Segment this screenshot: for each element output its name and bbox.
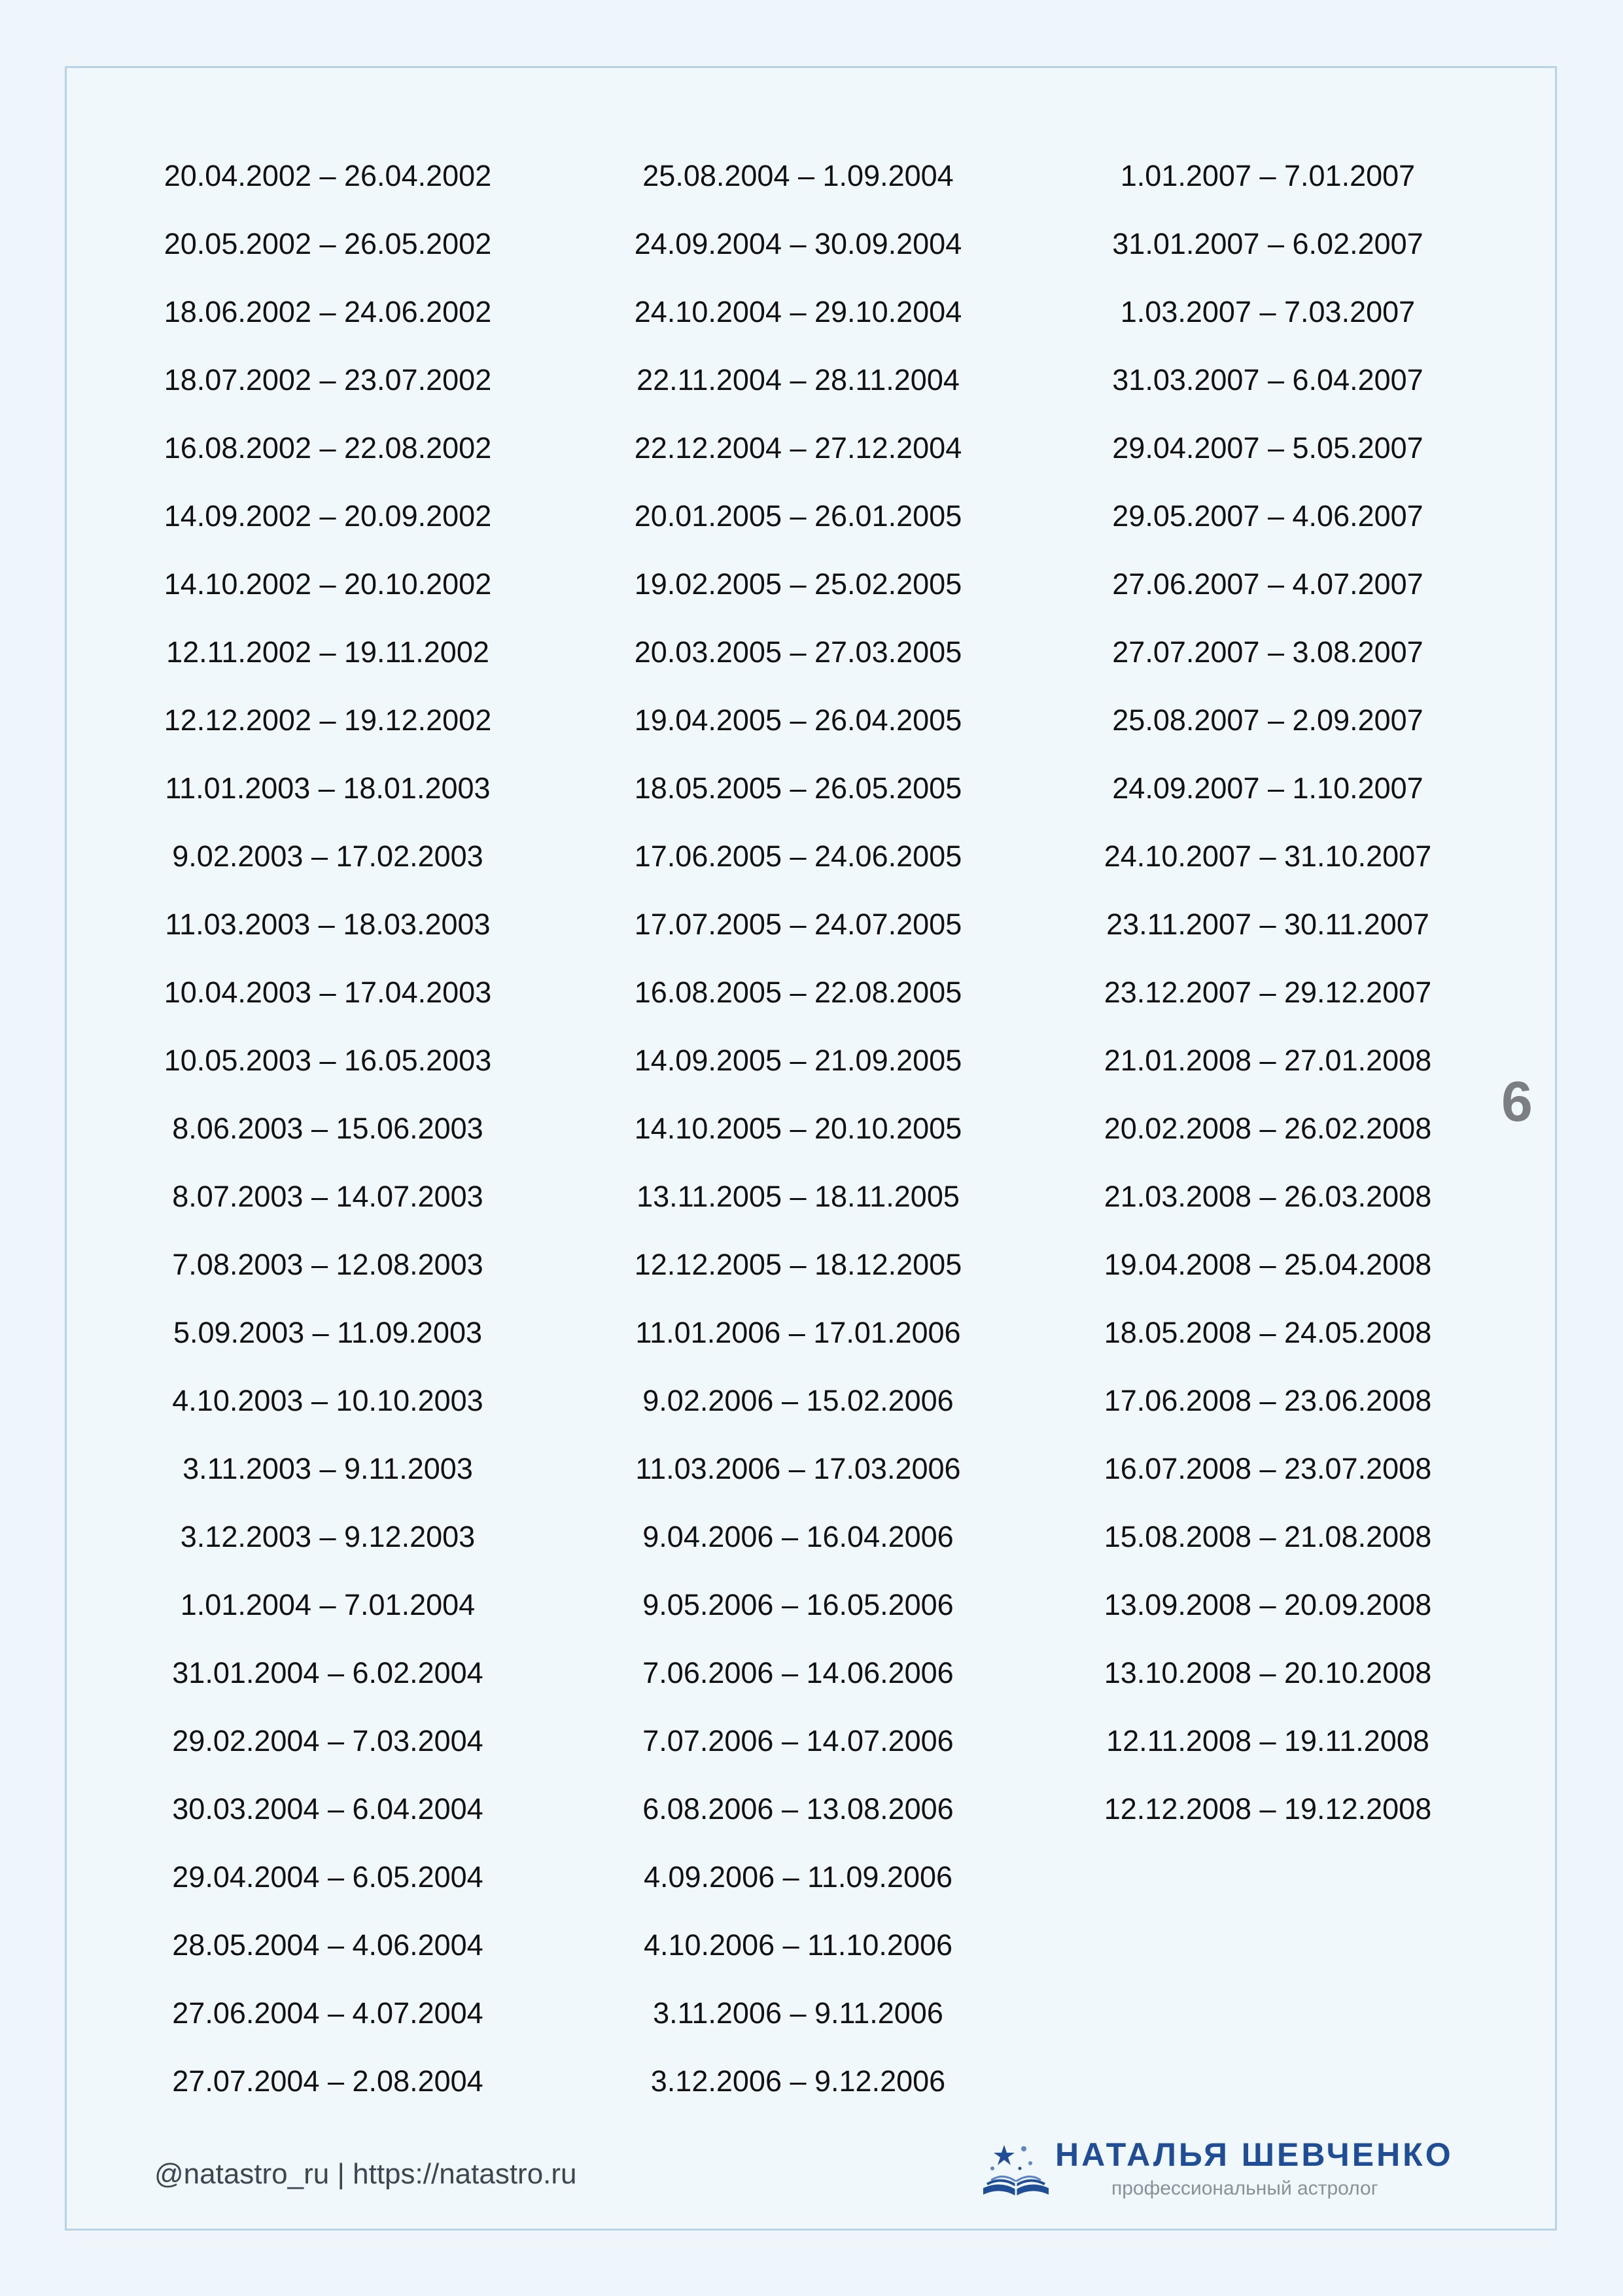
date-range-item: 21.01.2008 – 27.01.2008 — [1104, 1044, 1432, 1077]
date-range-item: 30.03.2004 – 6.04.2004 — [172, 1792, 483, 1826]
book-star-icon — [978, 2134, 1054, 2206]
date-range-item: 28.05.2004 – 4.06.2004 — [172, 1928, 483, 1962]
date-range-item: 14.09.2002 – 20.09.2002 — [164, 499, 492, 533]
date-range-item: 9.02.2003 – 17.02.2003 — [172, 839, 483, 873]
date-range-item: 3.11.2006 – 9.11.2006 — [653, 1996, 943, 2030]
logo-subtitle: профессиональный астролог — [1111, 2178, 1378, 2199]
date-range-item: 12.12.2002 – 19.12.2002 — [164, 703, 492, 737]
date-range-item: 27.07.2007 – 3.08.2007 — [1112, 635, 1423, 669]
date-range-item: 9.05.2006 – 16.05.2006 — [642, 1588, 954, 1621]
date-range-item: 11.01.2003 – 18.01.2003 — [165, 771, 491, 805]
date-range-item: 18.06.2002 – 24.06.2002 — [164, 295, 492, 328]
date-range-item: 7.07.2006 – 14.07.2006 — [642, 1724, 954, 1757]
date-range-item: 25.08.2004 – 1.09.2004 — [642, 159, 954, 192]
date-range-item: 31.03.2007 – 6.04.2007 — [1112, 363, 1423, 397]
date-range-item: 3.11.2003 – 9.11.2003 — [183, 1452, 473, 1485]
date-range-item: 1.03.2007 – 7.03.2007 — [1120, 295, 1416, 328]
page-number: 6 — [1501, 1070, 1533, 1133]
date-range-item: 25.08.2007 – 2.09.2007 — [1112, 703, 1423, 737]
date-range-item: 1.01.2007 – 7.01.2007 — [1120, 159, 1416, 192]
date-range-item: 8.07.2003 – 14.07.2003 — [172, 1180, 483, 1213]
date-range-item: 5.09.2003 – 11.09.2003 — [173, 1316, 483, 1349]
date-range-item: 20.02.2008 – 26.02.2008 — [1104, 1112, 1432, 1145]
date-range-item: 10.05.2003 – 16.05.2003 — [164, 1044, 492, 1077]
date-range-item: 27.06.2007 – 4.07.2007 — [1112, 567, 1423, 601]
date-range-item: 24.10.2007 – 31.10.2007 — [1104, 839, 1432, 873]
brand-logo — [978, 2134, 1475, 2206]
date-range-item: 19.04.2005 – 26.04.2005 — [634, 703, 962, 737]
date-range-item: 27.07.2004 – 2.08.2004 — [172, 2064, 483, 2098]
date-range-item: 24.09.2004 – 30.09.2004 — [634, 227, 962, 260]
date-range-item: 8.06.2003 – 15.06.2003 — [172, 1112, 483, 1145]
date-range-item: 16.07.2008 – 23.07.2008 — [1104, 1452, 1432, 1485]
date-range-item: 19.04.2008 – 25.04.2008 — [1104, 1248, 1432, 1281]
date-range-item: 1.01.2004 – 7.01.2004 — [180, 1588, 476, 1621]
date-range-item: 3.12.2003 – 9.12.2003 — [180, 1520, 476, 1553]
date-range-item: 23.11.2007 – 30.11.2007 — [1106, 908, 1429, 941]
date-range-item: 24.10.2004 – 29.10.2004 — [634, 295, 962, 328]
date-range-item: 9.02.2006 – 15.02.2006 — [642, 1384, 954, 1417]
dates-column-1 — [141, 142, 514, 2115]
date-range-item: 18.05.2005 – 26.05.2005 — [634, 771, 962, 805]
date-range-item: 18.07.2002 – 23.07.2002 — [164, 363, 492, 397]
date-range-item: 10.04.2003 – 17.04.2003 — [164, 976, 492, 1009]
date-range-item: 20.03.2005 – 27.03.2005 — [634, 635, 962, 669]
date-range-item: 13.09.2008 – 20.09.2008 — [1104, 1588, 1432, 1621]
date-range-item: 11.03.2006 – 17.03.2006 — [635, 1452, 961, 1485]
logo-name: НАТАЛЬЯ ШЕВЧЕНКО — [1055, 2136, 1454, 2173]
date-range-item: 31.01.2004 – 6.02.2004 — [172, 1656, 483, 1689]
date-range-item: 16.08.2002 – 22.08.2002 — [164, 431, 492, 465]
date-range-item: 19.02.2005 – 25.02.2005 — [634, 567, 962, 601]
date-range-item: 12.11.2002 – 19.11.2002 — [166, 635, 489, 669]
date-range-item: 12.12.2008 – 19.12.2008 — [1104, 1792, 1432, 1826]
date-range-item: 20.04.2002 – 26.04.2002 — [164, 159, 492, 192]
date-range-item: 23.12.2007 – 29.12.2007 — [1104, 976, 1432, 1009]
date-range-item: 12.12.2005 – 18.12.2005 — [634, 1248, 962, 1281]
date-range-item: 24.09.2007 – 1.10.2007 — [1112, 771, 1423, 805]
date-range-item: 4.09.2006 – 11.09.2006 — [643, 1860, 953, 1894]
date-range-item: 12.11.2008 – 19.11.2008 — [1106, 1724, 1429, 1757]
date-range-item: 29.04.2007 – 5.05.2007 — [1112, 431, 1423, 465]
footer-contacts: @natastro_ru | https://natastro.ru — [154, 2158, 577, 2190]
date-range-item: 21.03.2008 – 26.03.2008 — [1104, 1180, 1432, 1213]
date-range-item: 18.05.2008 – 24.05.2008 — [1104, 1316, 1432, 1349]
date-range-item: 14.10.2002 – 20.10.2002 — [164, 567, 492, 601]
date-range-item: 9.04.2006 – 16.04.2006 — [642, 1520, 954, 1553]
date-range-item: 14.09.2005 – 21.09.2005 — [634, 1044, 962, 1077]
date-range-item: 16.08.2005 – 22.08.2005 — [634, 976, 962, 1009]
dates-column-3 — [1081, 142, 1454, 1843]
date-range-item: 20.05.2002 – 26.05.2002 — [164, 227, 492, 260]
date-range-item: 3.12.2006 – 9.12.2006 — [650, 2064, 946, 2098]
date-range-item: 7.08.2003 – 12.08.2003 — [172, 1248, 483, 1281]
date-range-item: 31.01.2007 – 6.02.2007 — [1112, 227, 1423, 260]
date-range-item: 11.03.2003 – 18.03.2003 — [165, 908, 491, 941]
date-range-item: 14.10.2005 – 20.10.2005 — [634, 1112, 962, 1145]
date-range-item: 17.07.2005 – 24.07.2005 — [634, 908, 962, 941]
date-range-item: 4.10.2006 – 11.10.2006 — [643, 1928, 953, 1962]
date-range-item: 27.06.2004 – 4.07.2004 — [172, 1996, 483, 2030]
date-range-item: 17.06.2005 – 24.06.2005 — [634, 839, 962, 873]
date-range-item: 11.01.2006 – 17.01.2006 — [635, 1316, 961, 1349]
date-range-item: 29.05.2007 – 4.06.2007 — [1112, 499, 1423, 533]
date-range-item: 13.11.2005 – 18.11.2005 — [637, 1180, 960, 1213]
date-range-item: 4.10.2003 – 10.10.2003 — [172, 1384, 483, 1417]
date-range-item: 15.08.2008 – 21.08.2008 — [1104, 1520, 1432, 1553]
dates-column-2 — [612, 142, 985, 2115]
date-range-item: 29.04.2004 – 6.05.2004 — [172, 1860, 483, 1894]
date-range-item: 13.10.2008 – 20.10.2008 — [1104, 1656, 1432, 1689]
date-range-item: 6.08.2006 – 13.08.2006 — [642, 1792, 954, 1826]
date-range-item: 7.06.2006 – 14.06.2006 — [642, 1656, 954, 1689]
date-range-item: 22.11.2004 – 28.11.2004 — [637, 363, 960, 397]
date-range-item: 22.12.2004 – 27.12.2004 — [634, 431, 962, 465]
date-range-item: 17.06.2008 – 23.06.2008 — [1104, 1384, 1432, 1417]
date-range-item: 20.01.2005 – 26.01.2005 — [634, 499, 962, 533]
date-range-item: 29.02.2004 – 7.03.2004 — [172, 1724, 483, 1757]
